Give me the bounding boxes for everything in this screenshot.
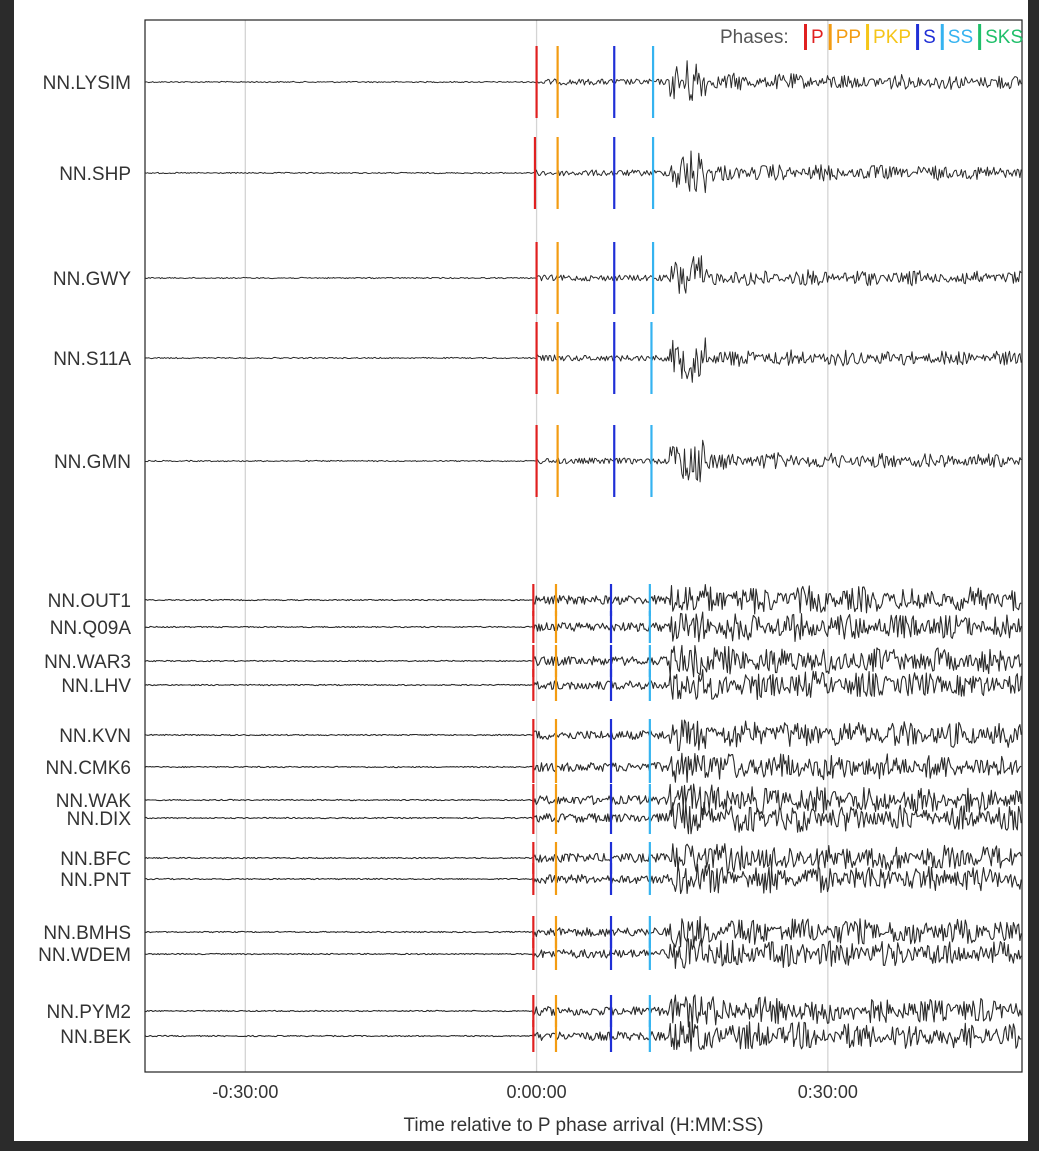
legend-swatch-s (916, 24, 919, 50)
trace-nn-q09a (145, 612, 1021, 642)
legend-label-sks: SKS (985, 27, 1024, 48)
legend-swatch-pp (829, 24, 832, 50)
gridlines (245, 20, 1028, 1072)
station-label: NN.OUT1 (47, 591, 131, 612)
phase-markers (533, 46, 653, 1052)
station-label: NN.KVN (59, 726, 131, 747)
station-label: NN.DIX (66, 809, 131, 830)
legend-label-p: P (811, 27, 824, 48)
legend-label-pkp: PKP (873, 27, 912, 48)
station-label: NN.PNT (60, 870, 131, 891)
trace-nn-bek (145, 1022, 1021, 1052)
x-tick-label: 0:00:00 (506, 1082, 567, 1102)
x-axis-title: Time relative to P phase arrival (H:MM:SS) (403, 1115, 764, 1136)
trace-nn-dix (145, 802, 1021, 833)
trace-nn-gmn (145, 440, 1021, 482)
x-tick-label: 0:30:00 (797, 1082, 858, 1102)
station-labels (38, 73, 131, 1048)
station-label: NN.LHV (61, 676, 131, 697)
x-axis-ticks (212, 1082, 1028, 1102)
legend-swatch-ss (941, 24, 944, 50)
trace-nn-gwy (145, 256, 1021, 294)
x-tick-label: -0:30:00 (212, 1082, 279, 1102)
trace-nn-wdem (145, 939, 1021, 969)
station-label: NN.PYM2 (46, 1002, 131, 1023)
station-label: NN.BEK (60, 1027, 131, 1048)
station-label: NN.BFC (60, 849, 131, 870)
station-label: NN.S11A (53, 349, 131, 370)
trace-nn-pym2 (145, 995, 1021, 1027)
station-label: NN.WDEM (38, 945, 131, 966)
trace-nn-shp (145, 151, 1021, 193)
trace-nn-war3 (145, 645, 1021, 676)
trace-nn-lhv (145, 670, 1021, 700)
legend-label-s: S (923, 27, 936, 48)
seismogram-chart (14, 0, 1028, 1141)
station-label: NN.BMHS (43, 923, 131, 944)
trace-nn-wak (145, 784, 1021, 816)
station-label: NN.CMK6 (45, 758, 131, 779)
waveform-traces (145, 61, 1021, 1051)
station-label: NN.GMN (53, 452, 131, 473)
legend-label-ss: SS (947, 27, 974, 48)
trace-nn-s11a (145, 338, 1021, 382)
trace-nn-cmk6 (145, 753, 1021, 782)
plot-border (145, 20, 1022, 1072)
legend-swatch-p (804, 24, 807, 50)
chart-frame (14, 0, 1028, 1141)
phase-legend (720, 24, 1023, 50)
legend-title: Phases: (720, 27, 789, 48)
station-label: NN.Q09A (49, 618, 131, 639)
trace-nn-kvn (145, 720, 1021, 751)
legend-swatch-pkp (866, 24, 869, 50)
legend-label-pp: PP (835, 27, 862, 48)
station-label: NN.LYSIM (42, 73, 131, 94)
trace-nn-out1 (145, 585, 1021, 615)
station-label: NN.SHP (59, 164, 131, 185)
station-label: NN.GWY (52, 269, 131, 290)
station-label: NN.WAR3 (44, 652, 131, 673)
trace-nn-bmhs (145, 917, 1021, 947)
legend-swatch-sks (978, 24, 981, 50)
trace-nn-bfc (145, 844, 1021, 873)
trace-nn-lysim (145, 61, 1021, 101)
station-label: NN.WAK (55, 791, 131, 812)
